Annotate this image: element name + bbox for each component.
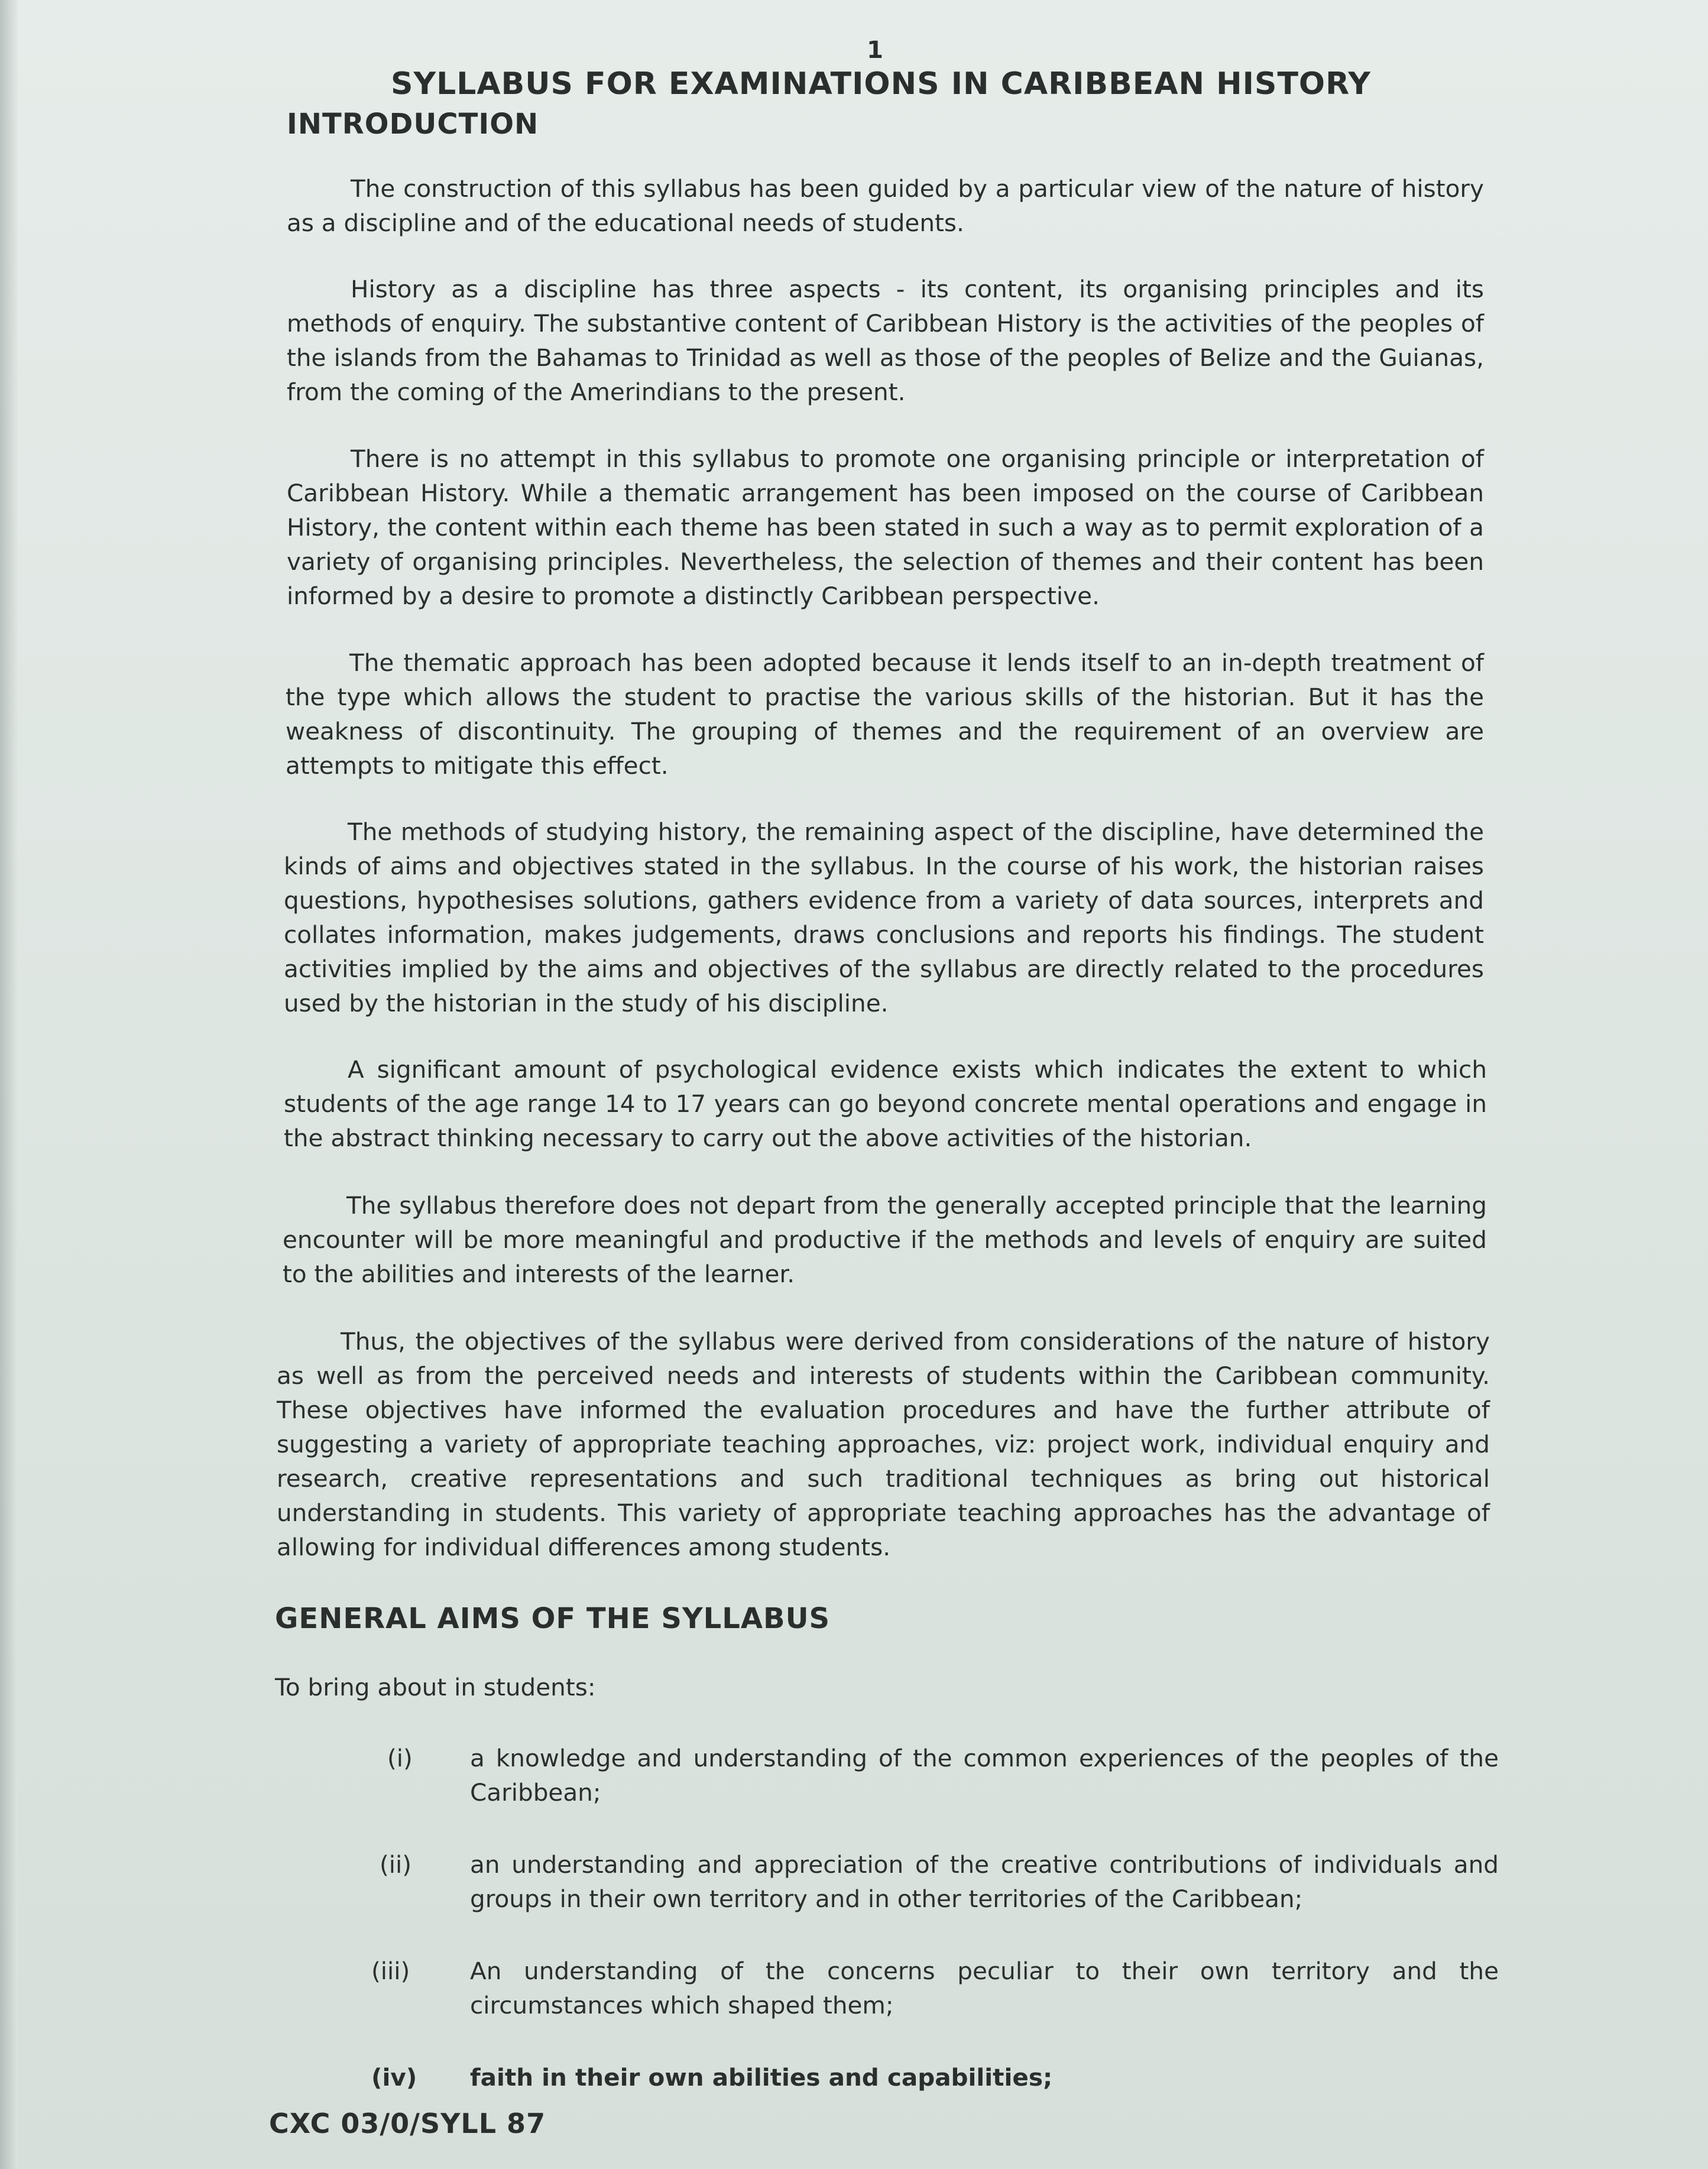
intro-paragraph-5: The methods of studying history, the remaining aspect of the discipline, have determined the kinds of aims and objectives stated in the syllabus. In the course of his work, the historian raises questions, hypothesises solutions, gathers evidence from a variety of data sources, interprets and collates information, makes judgements, draws conclusions and reports his findings. The student activities implied by the aims and objectives of the syllabus are directly related to the procedures used by the historian in the study of his discipline. — [284, 818, 1484, 1017]
intro-paragraph-1: The construction of this syllabus has been guided by a particular view of the nature of history as a discipline and of the educational needs of students. — [287, 174, 1484, 237]
intro-paragraph-3: There is no attempt in this syllabus to promote one organising principle or interpretation of Caribbean History. While a thematic arrangement has been imposed on the course of Caribbean History, the content within each theme has been stated in such a way as to permit exploration of a variety of organising principles. Nevertheless, the selection of themes and their content has been informed by a desire to promote a distinctly Caribbean perspective. — [287, 445, 1484, 610]
intro-paragraph-7: The syllabus therefore does not depart from the generally accepted principle that the learning encounter will be more meaningful and productive if the methods and levels of enquiry are suited to the abilities and interests of the learner. — [283, 1191, 1487, 1288]
general-aims-heading: GENERAL AIMS OF THE SYLLABUS — [275, 1602, 831, 1635]
list-item-number: (i) — [387, 1744, 413, 1772]
list-item-number: (ii) — [380, 1850, 412, 1879]
page-number: 1 — [867, 37, 883, 64]
general-aims-lead-in: To bring about in students: — [275, 1673, 596, 1701]
list-item-number: (iii) — [371, 1957, 410, 1985]
introduction-heading: INTRODUCTION — [287, 108, 539, 141]
list-item-text: an understanding and appreciation of the creative contributions of individuals and groups in their own territory and in other territories of the Caribbean; — [470, 1850, 1499, 1913]
list-item-number: (iv) — [371, 2063, 417, 2092]
intro-paragraph-6: A significant amount of psychological evidence exists which indicates the extent to which students of the age range 14 to 17 years can go beyond concrete mental operations and engage in the abstract thinking necessary to carry out the above activities of the historian. — [284, 1055, 1487, 1152]
intro-paragraph-2: History as a discipline has three aspects - its content, its organising principles and its methods of enquiry. The substantive content of Caribbean History is the activities of the peoples of the islands from the Bahamas to Trinidad as well as those of the peoples of Belize and the Guianas, from the coming of the Amerindians to the present. — [287, 275, 1484, 406]
list-item-text: a knowledge and understanding of the common experiences of the peoples of the Caribbean; — [470, 1744, 1499, 1807]
document-title: SYLLABUS FOR EXAMINATIONS IN CARIBBEAN HISTORY — [391, 66, 1371, 102]
intro-paragraph-8: Thus, the objectives of the syllabus were derived from considerations of the nature of history as well as from the perceived needs and interests of students within the Caribbean community. These objectives have informed the evaluation procedures and have the further attribute of suggesting a variety of appropriate teaching approaches, viz: project work, individual enquiry and research, creative representations and such traditional techniques as bring out historical understanding in students. This variety of appropriate teaching approaches has the advantage of allowing for individual differences among students. — [277, 1327, 1490, 1561]
page-edge-shadow — [0, 0, 18, 2169]
intro-paragraph-4: The thematic approach has been adopted because it lends itself to an in-depth treatment of the type which allows the student to practise the various skills of the historian. But it has the weakness of discontinuity. The grouping of themes and the requirement of an overview are attempts to mitigate this effect. — [286, 649, 1484, 780]
list-item-text: faith in their own abilities and capabilities; — [470, 2063, 1053, 2092]
footer-document-code: CXC 03/0/SYLL 87 — [269, 2108, 546, 2139]
list-item-text: An understanding of the concerns peculiar to their own territory and the circumstances which shaped them; — [470, 1957, 1499, 2019]
